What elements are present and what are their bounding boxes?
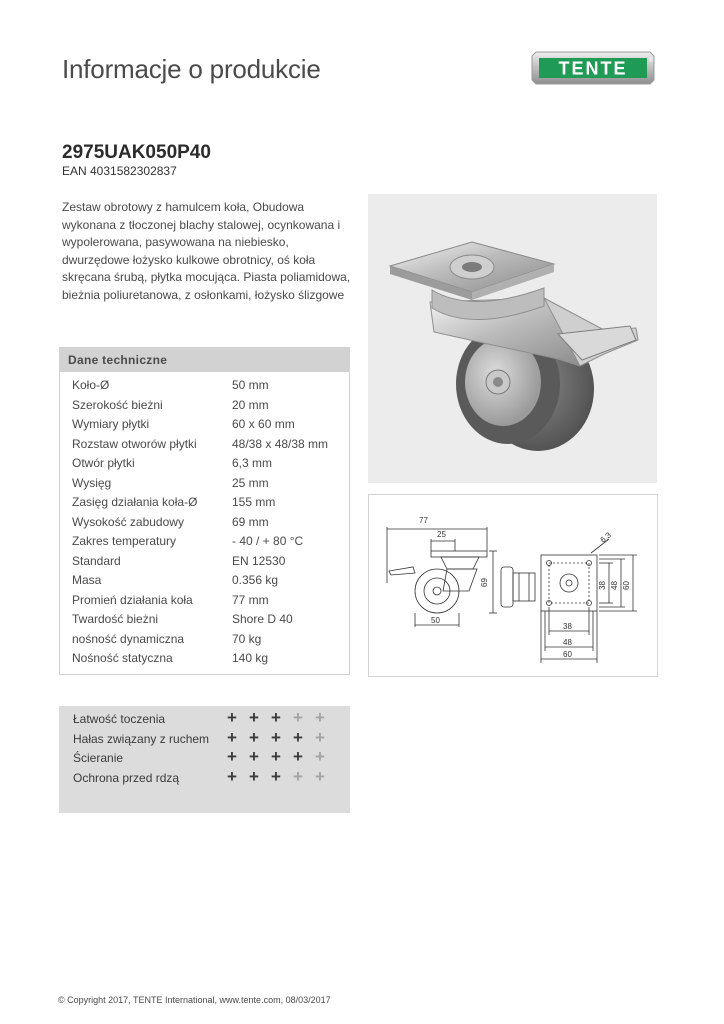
rating-plus-filled-icon: + — [249, 747, 259, 766]
dim-60-horizontal: 60 — [563, 650, 572, 659]
spec-label: Wysokość zabudowy — [72, 514, 184, 529]
rating-label: Łatwość toczenia — [73, 712, 166, 726]
spec-value: 70 kg — [232, 631, 262, 646]
rating-plus-filled-icon: + — [227, 708, 237, 727]
rating-plus-filled-icon: + — [249, 708, 259, 727]
spec-label: Nośność statyczna — [72, 651, 173, 665]
rating-plus-empty-icon: + — [315, 727, 325, 747]
spec-label: Zakres temperatury — [72, 534, 177, 548]
tech-data-header — [59, 347, 350, 372]
rating-plus-filled-icon: + — [271, 708, 281, 727]
spec-label: Wysięg — [72, 475, 112, 490]
product-ean: EAN 4031582302837 — [62, 164, 177, 178]
dim-60-vertical: 60 — [622, 581, 631, 590]
dim-38-horizontal: 38 — [563, 622, 572, 631]
rating-plus-filled-icon: + — [249, 727, 259, 747]
dim-48-horizontal: 48 — [563, 638, 572, 647]
rating-plus-filled-icon: + — [293, 727, 303, 747]
spec-value: 140 kg — [232, 651, 269, 665]
spec-label: Szerokość bieżni — [72, 397, 163, 412]
spec-label: Standard — [72, 553, 121, 568]
spec-label: Rozstaw otworów płytki — [72, 436, 197, 451]
spec-label: Twardość bieżni — [72, 612, 159, 626]
rating-plus-filled-icon: + — [227, 766, 237, 786]
spec-value: 69 mm — [232, 514, 269, 529]
ratings-panel — [59, 706, 350, 813]
rating-plus-filled-icon: + — [249, 766, 259, 786]
rating-label: Hałas związany z ruchem — [73, 731, 210, 746]
spec-value: 25 mm — [232, 475, 269, 490]
dim-6-3: 6,3 — [598, 530, 613, 545]
spec-value: 48/38 x 48/38 mm — [232, 436, 329, 451]
spec-value: 20 mm — [232, 397, 269, 412]
spec-label: Koło-Ø — [72, 378, 110, 392]
spec-label: Promień działania koła — [72, 592, 193, 607]
dim-69: 69 — [480, 578, 489, 587]
registered-mark-icon: ® — [649, 58, 654, 64]
spec-value: Shore D 40 — [232, 612, 293, 626]
tech-data-panel — [59, 347, 350, 675]
rating-label: Ochrona przed rdzą — [73, 770, 180, 785]
spec-label: Otwór płytki — [72, 456, 135, 470]
spec-label: Masa — [72, 573, 102, 587]
tente-logo — [530, 50, 656, 86]
rating-plus-empty-icon: + — [293, 708, 303, 727]
rating-plus-filled-icon: + — [293, 747, 303, 766]
product-photo — [368, 194, 657, 483]
dim-77: 77 — [419, 516, 428, 525]
technical-drawing-svg — [369, 495, 657, 676]
dim-50: 50 — [431, 616, 440, 625]
castor-photo-illustration — [368, 194, 657, 483]
rating-plus-filled-icon: + — [271, 747, 281, 766]
spec-value: 50 mm — [232, 378, 269, 392]
product-description: Zestaw obrotowy z hamulcem koła, Obudowa wykonana z tłoczonej blachy stalowej, ocynkowana i wypolerowana, pasywowana na niebiesko, dwurzędowe łożysko kulkowe obrotnicy, oś koła skręcana śrubą, płytka mocująca. Piasta poliamidowa, bieżnia poliuretanowa, z osłonkami, łożysko ślizgowe — [62, 200, 351, 302]
logo-text: TENTE — [558, 58, 628, 79]
page-title: Informacje o produkcie — [62, 54, 321, 84]
spec-value: 60 x 60 mm — [232, 417, 295, 431]
rating-plus-empty-icon: + — [315, 766, 325, 786]
spec-value: EN 12530 — [232, 553, 286, 568]
spec-label: nośność dynamiczna — [72, 631, 185, 646]
rating-plus-filled-icon: + — [227, 747, 237, 766]
spec-value: - 40 / + 80 °C — [232, 534, 304, 548]
footer-copyright: © Copyright 2017, TENTE International, www.tente.com, 08/03/2017 — [58, 995, 331, 1005]
dim-38-vertical: 38 — [598, 581, 607, 590]
spec-value: 0.356 kg — [232, 573, 279, 587]
dim-48-vertical: 48 — [610, 581, 619, 590]
spec-value: 155 mm — [232, 495, 276, 509]
dim-25: 25 — [437, 530, 446, 539]
product-code: 2975UAK050P40 — [62, 142, 211, 163]
rating-label: Ścieranie — [73, 751, 124, 765]
technical-drawing — [368, 494, 658, 677]
rating-plus-empty-icon: + — [315, 708, 325, 727]
spec-label: Zasięg działania koła-Ø — [72, 495, 198, 509]
rating-plus-filled-icon: + — [271, 727, 281, 747]
spec-label: Wymiary płytki — [72, 417, 150, 431]
rating-plus-empty-icon: + — [315, 747, 325, 766]
spec-value: 6,3 mm — [232, 456, 273, 470]
tech-data-title: Dane techniczne — [68, 353, 168, 367]
spec-value: 77 mm — [232, 592, 269, 607]
rating-plus-filled-icon: + — [227, 727, 237, 747]
rating-plus-filled-icon: + — [271, 766, 281, 786]
rating-plus-empty-icon: + — [293, 766, 303, 786]
